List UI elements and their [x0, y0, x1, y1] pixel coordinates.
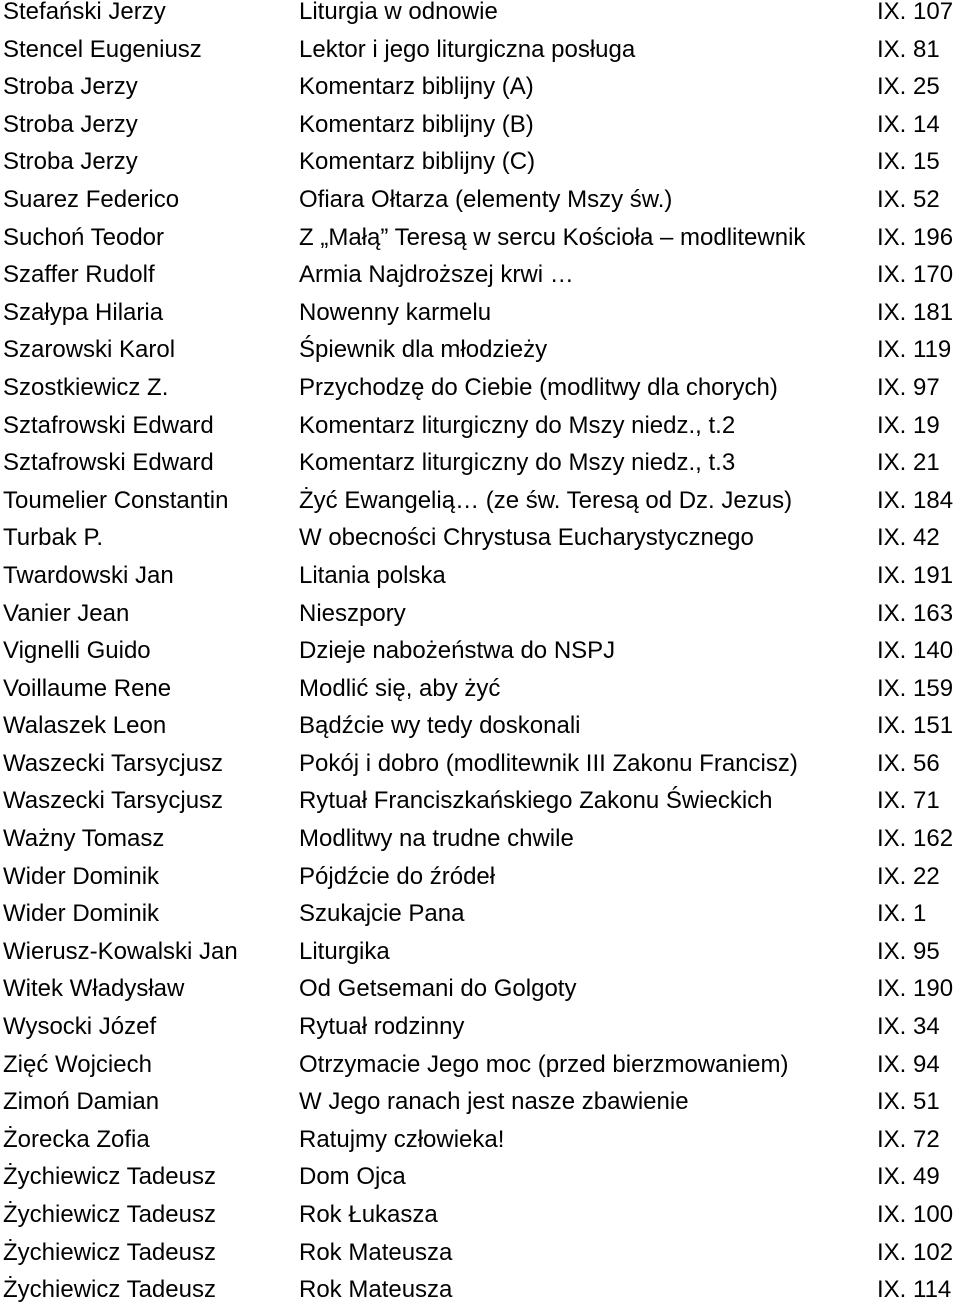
catalog-row [0, 223, 960, 264]
book-title: Liturgia w odnowie [299, 0, 498, 25]
shelf-reference: IX. 42 [877, 524, 940, 552]
shelf-reference: IX. 181 [877, 298, 954, 326]
catalog-row [0, 1125, 960, 1166]
shelf-reference: IX. 97 [877, 373, 940, 401]
catalog-row [0, 298, 960, 339]
shelf-reference: IX. 14 [877, 110, 940, 138]
shelf-reference: IX. 163 [877, 599, 954, 627]
book-title: Komentarz biblijny (B) [299, 110, 534, 138]
author-name: Żychiewicz Tadeusz [3, 1201, 216, 1228]
catalog-row [0, 1165, 960, 1203]
shelf-reference: IX. 114 [877, 1276, 952, 1304]
book-title: Rok Łukasza [299, 1201, 438, 1228]
author-name: Turbak P. [3, 524, 104, 552]
shelf-reference: IX. 162 [877, 825, 954, 853]
shelf-reference: IX. 151 [877, 712, 954, 740]
catalog-row [0, 1015, 960, 1053]
shelf-reference: IX. 159 [877, 674, 954, 702]
book-title: W obecności Chrystusa Eucharystycznego [299, 524, 754, 552]
author-name: Wider Dominik [3, 862, 160, 890]
book-title: Z „Małą” Teresą w sercu Kościoła – modlitewnik [299, 223, 806, 251]
author-name: Stroba Jerzy [3, 148, 138, 176]
catalog-row [0, 35, 960, 76]
shelf-reference: IX. 21 [877, 449, 940, 477]
author-name: Ważny Tomasz [3, 825, 165, 853]
shelf-reference: IX. 71 [877, 787, 940, 815]
catalog-row [0, 674, 960, 715]
book-title: Lektor i jego liturgiczna posługa [299, 35, 636, 63]
author-name: Wysocki Józef [3, 1013, 157, 1041]
shelf-reference: IX. 191 [877, 561, 954, 589]
book-title: Komentarz biblijny (C) [299, 148, 536, 176]
author-name: Waszecki Tarsycjusz [3, 787, 224, 815]
catalog-row [0, 714, 960, 752]
shelf-reference: IX. 52 [877, 185, 940, 213]
author-name: Żychiewicz Tadeusz [3, 1163, 216, 1191]
catalog-row [0, 789, 960, 827]
book-title: Modlitwy na trudne chwile [299, 825, 574, 853]
author-name: Żorecka Zofia [3, 1125, 150, 1153]
shelf-reference: IX. 19 [877, 411, 940, 439]
author-name: Voillaume Rene [3, 674, 172, 702]
author-name: Zimoń Damian [3, 1088, 160, 1116]
shelf-reference: IX. 15 [877, 148, 940, 176]
shelf-reference: IX. 51 [877, 1088, 940, 1116]
catalog-row [0, 451, 960, 489]
catalog-row [0, 486, 960, 527]
catalog-row [0, 749, 960, 790]
author-name: Vignelli Guido [3, 637, 151, 665]
shelf-reference: IX. 34 [877, 1013, 940, 1041]
book-title: Komentarz biblijny (A) [299, 73, 534, 101]
book-title: Ofiara Ołtarza (elementy Mszy św.) [299, 185, 673, 213]
catalog-row [0, 827, 960, 865]
author-name: Wider Dominik [3, 900, 160, 928]
book-title: Dom Ojca [299, 1163, 406, 1191]
book-title: Pójdźcie do źródeł [299, 862, 496, 890]
book-title: Armia Najdroższej krwi … [299, 261, 574, 289]
catalog-row [0, 263, 960, 301]
catalog-row [0, 411, 960, 452]
book-title: Od Getsemani do Golgoty [299, 975, 577, 1003]
shelf-reference: IX. 100 [877, 1201, 954, 1228]
catalog-row [0, 373, 960, 414]
shelf-reference: IX. 95 [877, 937, 940, 965]
book-title: Otrzymacie Jego moc (przed bierzmowaniem) [299, 1050, 789, 1078]
book-title: Komentarz liturgiczny do Mszy niedz., t.3 [299, 449, 736, 477]
catalog-row [0, 110, 960, 151]
book-title: Nowenny karmelu [299, 298, 492, 326]
author-name: Sztafrowski Edward [3, 449, 214, 477]
author-name: Suarez Federico [3, 185, 180, 213]
author-name: Szostkiewicz Z. [3, 373, 169, 401]
catalog-row [0, 902, 960, 940]
book-title: Szukajcie Pana [299, 900, 465, 928]
author-name: Stroba Jerzy [3, 73, 138, 101]
book-title: Rytuał Franciszkańskiego Zakonu Świeckich [299, 787, 773, 815]
catalog-row [0, 75, 960, 113]
catalog-row [0, 1090, 960, 1128]
author-name: Żychiewicz Tadeusz [3, 1238, 216, 1266]
author-name: Żychiewicz Tadeusz [3, 1276, 216, 1304]
shelf-reference: IX. 1 [877, 900, 927, 928]
shelf-reference: IX. 94 [877, 1050, 940, 1078]
author-name: Witek Władysław [3, 975, 185, 1003]
author-name: Suchoń Teodor [3, 223, 165, 251]
shelf-reference: IX. 81 [877, 35, 940, 63]
catalog-row [0, 561, 960, 602]
shelf-reference: IX. 102 [877, 1238, 954, 1266]
shelf-reference: IX. 22 [877, 862, 940, 890]
author-name: Szałypa Hilaria [3, 298, 164, 326]
book-title: Rok Mateusza [299, 1238, 453, 1266]
author-name: Stencel Eugeniusz [3, 35, 202, 63]
shelf-reference: IX. 56 [877, 749, 940, 777]
catalog-row [0, 977, 960, 1015]
book-title: Ratujmy człowieka! [299, 1125, 505, 1153]
author-name: Sztafrowski Edward [3, 411, 214, 439]
author-name: Stefański Jerzy [3, 0, 166, 25]
catalog-row [0, 338, 960, 376]
book-title: Litania polska [299, 561, 446, 589]
author-name: Szarowski Karol [3, 336, 176, 364]
shelf-reference: IX. 49 [877, 1163, 940, 1191]
catalog-row [0, 1278, 960, 1316]
catalog-row [0, 150, 960, 188]
book-title: W Jego ranach jest nasze zbawienie [299, 1088, 689, 1116]
author-name: Walaszek Leon [3, 712, 167, 740]
book-title: Żyć Ewangelią… (ze św. Teresą od Dz. Jezus) [299, 486, 793, 514]
catalog-row [0, 937, 960, 978]
catalog-row [0, 1238, 960, 1279]
book-title: Rytuał rodzinny [299, 1013, 465, 1041]
book-title: Liturgika [299, 937, 390, 965]
author-name: Stroba Jerzy [3, 110, 138, 138]
author-name: Waszecki Tarsycjusz [3, 749, 224, 777]
book-title: Nieszpory [299, 599, 406, 627]
book-title: Bądźcie wy tedy doskonali [299, 712, 581, 740]
shelf-reference: IX. 196 [877, 223, 954, 251]
shelf-reference: IX. 72 [877, 1125, 940, 1153]
author-name: Zięć Wojciech [3, 1050, 152, 1078]
author-name: Szaffer Rudolf [3, 261, 155, 289]
catalog-row [0, 862, 960, 903]
author-name: Vanier Jean [3, 599, 130, 627]
author-name: Wierusz-Kowalski Jan [3, 937, 238, 965]
catalog-row [0, 526, 960, 564]
shelf-reference: IX. 25 [877, 73, 940, 101]
shelf-reference: IX. 190 [877, 975, 954, 1003]
shelf-reference: IX. 140 [877, 637, 954, 665]
book-title: Przychodzę do Ciebie (modlitwy dla chorych) [299, 373, 778, 401]
book-title: Rok Mateusza [299, 1276, 453, 1304]
book-title: Dzieje nabożeństwa do NSPJ [299, 637, 616, 665]
book-title: Komentarz liturgiczny do Mszy niedz., t.2 [299, 411, 736, 439]
author-name: Toumelier Constantin [3, 486, 229, 514]
shelf-reference: IX. 170 [877, 261, 954, 289]
catalog-row [0, 0, 960, 38]
author-name: Twardowski Jan [3, 561, 174, 589]
catalog-row [0, 599, 960, 640]
book-title: Pokój i dobro (modlitewnik III Zakonu Francisz) [299, 749, 798, 777]
catalog-row [0, 1203, 960, 1241]
shelf-reference: IX. 107 [877, 0, 954, 25]
catalog-row [0, 185, 960, 226]
shelf-reference: IX. 119 [877, 336, 952, 364]
catalog-row [0, 639, 960, 677]
catalog-row [0, 1050, 960, 1091]
book-title: Śpiewnik dla młodzieży [299, 336, 548, 364]
shelf-reference: IX. 184 [877, 486, 954, 514]
book-title: Modlić się, aby żyć [299, 674, 501, 702]
